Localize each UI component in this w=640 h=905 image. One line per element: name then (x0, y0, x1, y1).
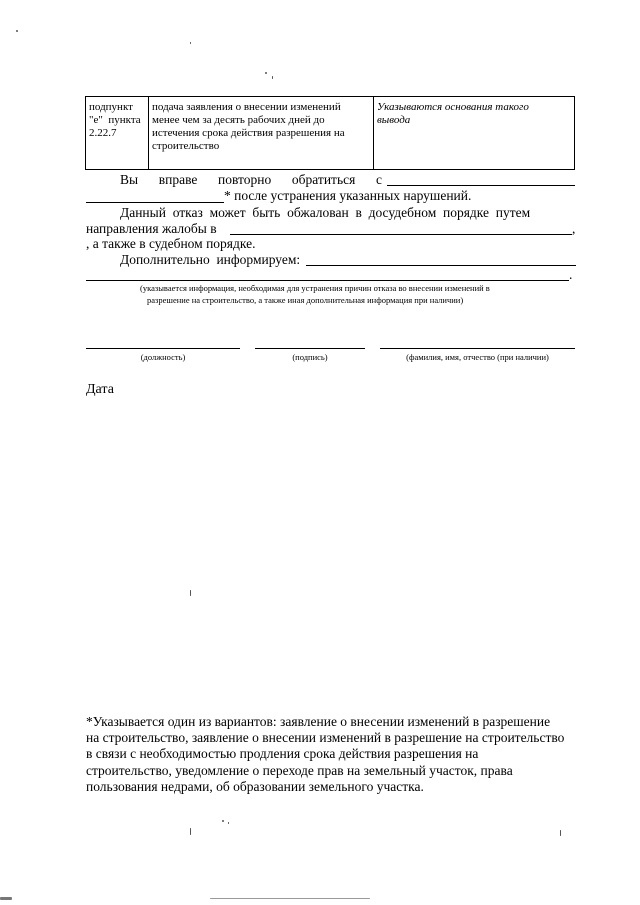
appeal-blank[interactable] (230, 234, 572, 235)
position-line[interactable] (86, 348, 240, 349)
clause-cell (86, 97, 149, 170)
reapply-line (120, 172, 382, 188)
date-label: Дата (86, 382, 114, 397)
basis-text: вывода (377, 114, 411, 126)
footnote-line: *Указывается один из вариантов: заявление о внесении изменений в разрешение (86, 714, 551, 729)
reason-text: строительство (152, 140, 220, 152)
name-line[interactable] (380, 348, 575, 349)
position-caption: (должность) (140, 352, 186, 362)
scan-speck (228, 822, 229, 824)
scan-speck (210, 898, 370, 899)
table-row (86, 97, 575, 170)
reason-text: истечения срока действия разрешения на (152, 127, 345, 139)
scan-speck (0, 897, 12, 900)
name-caption: (фамилия, имя, отчество (при наличии) (406, 352, 549, 362)
reapply-blank-2[interactable] (86, 202, 224, 203)
reasons-table (85, 96, 575, 170)
scan-speck (190, 828, 191, 835)
signature-caption: (подпись) (292, 352, 328, 362)
clause-text: "е" пункта (89, 114, 141, 126)
reapply-line-2: * после устранения указанных нарушений. (224, 188, 472, 203)
reason-text: подача заявления о внесении изменений (152, 101, 341, 113)
footnote-line: на строительство, заявление о внесении изменений в разрешение на строительство (86, 730, 565, 746)
basis-text: Указываются основания такого (377, 101, 529, 113)
additional-info-label: Дополнительно информируем: (120, 252, 301, 267)
reason-text: менее чем за десять рабочих дней до (152, 114, 325, 126)
footnote-line: строительство, уведомление о переходе прав на земельный участок, права (86, 762, 513, 778)
additional-info-note-2: разрешение на строительство, а также иная дополнительная информация при наличии) (147, 295, 464, 305)
signature-line[interactable] (255, 348, 365, 349)
word: Вы (120, 172, 139, 187)
basis-cell (374, 97, 575, 170)
word: вправе (158, 172, 198, 187)
scan-speck (265, 72, 267, 74)
appeal-comma: , (572, 221, 576, 236)
word: с (375, 172, 382, 187)
scan-speck (560, 830, 561, 836)
appeal-line-2: направления жалобы в (86, 221, 217, 236)
word: повторно (218, 172, 272, 187)
scan-speck (190, 590, 191, 596)
additional-info-blank-2[interactable] (86, 280, 569, 281)
appeal-line-3: , а также в судебном порядке. (86, 236, 256, 251)
additional-info-dot: . (569, 267, 573, 282)
footnote (86, 714, 564, 795)
reason-cell (149, 97, 374, 170)
clause-text: подпункт (89, 101, 133, 113)
word: обратиться (291, 172, 356, 187)
appeal-line-1: Данный отказ может быть обжалован в досудебном порядке путем (120, 205, 531, 220)
clause-text: 2.22.7 (89, 127, 117, 139)
scan-speck (222, 820, 224, 822)
scan-speck (16, 30, 18, 32)
reapply-blank-1[interactable] (387, 185, 575, 186)
footnote-line: в связи с необходимостью продления срока действия разрешения на (86, 746, 479, 762)
additional-info-note-1: (указывается информация, необходимая для устранения причин отказа во внесении изменений в (140, 283, 490, 293)
footnote-line: пользования недрами, об образовании земельного участка. (86, 778, 424, 794)
additional-info-blank-1[interactable] (306, 265, 576, 266)
scan-speck (272, 76, 273, 79)
scan-speck (190, 42, 191, 44)
